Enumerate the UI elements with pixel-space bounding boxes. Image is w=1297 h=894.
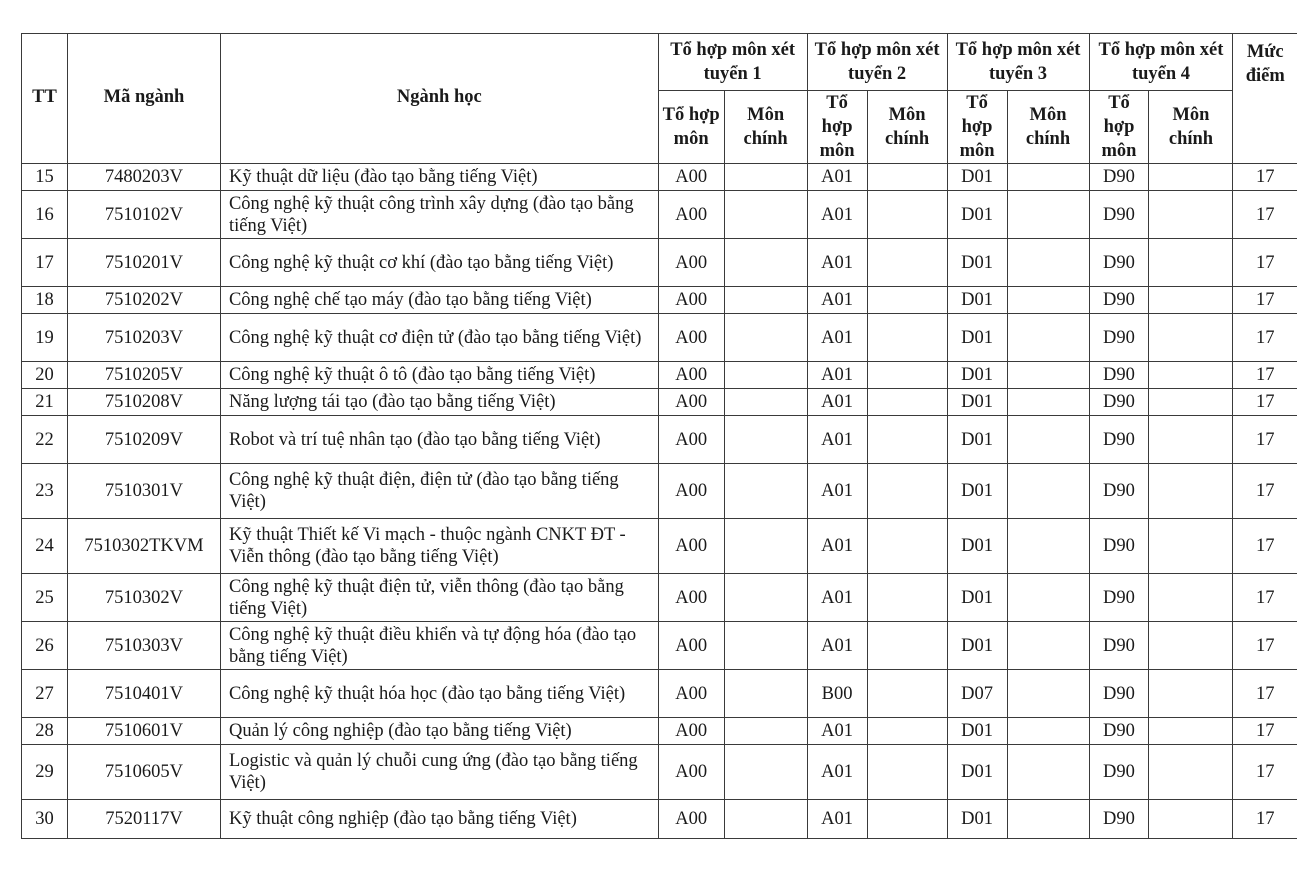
cell-to-hop-4: D90	[1089, 718, 1149, 745]
table-row	[22, 287, 1297, 314]
cell-to-hop-4: D90	[1089, 574, 1149, 622]
cell-tt: 27	[22, 670, 68, 718]
cell-mon-chinh-4	[1149, 464, 1233, 519]
header-to-hop-mon-4: Tổ hợp môn	[1089, 91, 1149, 164]
cell-to-hop-2: A01	[807, 519, 867, 574]
table-row	[22, 464, 1297, 519]
cell-mon-chinh-3	[1007, 800, 1089, 839]
cell-to-hop-1: A00	[658, 718, 724, 745]
table-header	[22, 34, 1297, 164]
cell-to-hop-3: D01	[947, 191, 1007, 239]
header-to-hop-mon-2: Tổ hợp môn	[807, 91, 867, 164]
cell-to-hop-3: D01	[947, 389, 1007, 416]
cell-to-hop-3: D01	[947, 287, 1007, 314]
cell-tt: 28	[22, 718, 68, 745]
cell-to-hop-3: D01	[947, 800, 1007, 839]
cell-tt: 19	[22, 314, 68, 362]
cell-to-hop-3: D01	[947, 519, 1007, 574]
cell-muc-diem: 17	[1233, 362, 1297, 389]
cell-mon-chinh-2	[867, 389, 947, 416]
header-mon-chinh-4: Môn chính	[1149, 91, 1233, 164]
cell-ma-nganh: 7510205V	[67, 362, 220, 389]
header-mon-chinh-1: Môn chính	[724, 91, 807, 164]
header-to-hop-4: Tổ hợp môn xét tuyển 4	[1089, 34, 1233, 91]
cell-muc-diem: 17	[1233, 622, 1297, 670]
table-row	[22, 191, 1297, 239]
cell-to-hop-1: A00	[658, 164, 724, 191]
cell-mon-chinh-3	[1007, 622, 1089, 670]
cell-nganh-hoc: Công nghệ kỹ thuật điện, điện tử (đào tạo bằng tiếng Việt)	[220, 464, 658, 519]
header-muc-diem: Mức điểm	[1233, 34, 1297, 164]
cell-tt: 17	[22, 239, 68, 287]
cell-to-hop-1: A00	[658, 239, 724, 287]
cell-muc-diem: 17	[1233, 389, 1297, 416]
cell-to-hop-3: D01	[947, 464, 1007, 519]
cell-nganh-hoc: Công nghệ kỹ thuật công trình xây dựng (đào tạo bằng tiếng Việt)	[220, 191, 658, 239]
cell-to-hop-2: A01	[807, 800, 867, 839]
cell-mon-chinh-3	[1007, 519, 1089, 574]
table-row	[22, 416, 1297, 464]
cell-tt: 26	[22, 622, 68, 670]
cell-muc-diem: 17	[1233, 314, 1297, 362]
cell-ma-nganh: 7520117V	[67, 800, 220, 839]
cell-to-hop-3: D01	[947, 622, 1007, 670]
header-nganh-hoc: Ngành học	[220, 34, 658, 164]
table-row	[22, 389, 1297, 416]
admission-score-table	[21, 33, 1297, 839]
cell-mon-chinh-3	[1007, 670, 1089, 718]
cell-muc-diem: 17	[1233, 287, 1297, 314]
cell-mon-chinh-3	[1007, 574, 1089, 622]
header-to-hop-mon-1: Tổ hợp môn	[658, 91, 724, 164]
cell-mon-chinh-1	[724, 464, 807, 519]
cell-tt: 20	[22, 362, 68, 389]
cell-ma-nganh: 7510202V	[67, 287, 220, 314]
cell-to-hop-3: D01	[947, 745, 1007, 800]
cell-mon-chinh-4	[1149, 519, 1233, 574]
table-row	[22, 622, 1297, 670]
cell-muc-diem: 17	[1233, 574, 1297, 622]
cell-ma-nganh: 7510201V	[67, 239, 220, 287]
cell-to-hop-2: A01	[807, 574, 867, 622]
cell-to-hop-4: D90	[1089, 519, 1149, 574]
cell-to-hop-1: A00	[658, 519, 724, 574]
cell-muc-diem: 17	[1233, 745, 1297, 800]
cell-to-hop-2: A01	[807, 718, 867, 745]
cell-nganh-hoc: Công nghệ kỹ thuật điều khiển và tự động hóa (đào tạo bằng tiếng Việt)	[220, 622, 658, 670]
cell-to-hop-3: D07	[947, 670, 1007, 718]
cell-ma-nganh: 7510301V	[67, 464, 220, 519]
cell-to-hop-1: A00	[658, 416, 724, 464]
cell-mon-chinh-1	[724, 287, 807, 314]
cell-nganh-hoc: Năng lượng tái tạo (đào tạo bằng tiếng Việt)	[220, 389, 658, 416]
cell-to-hop-4: D90	[1089, 670, 1149, 718]
cell-to-hop-4: D90	[1089, 622, 1149, 670]
header-to-hop-mon-3: Tổ hợp môn	[947, 91, 1007, 164]
cell-to-hop-1: A00	[658, 314, 724, 362]
cell-to-hop-1: A00	[658, 362, 724, 389]
cell-to-hop-1: A00	[658, 745, 724, 800]
cell-to-hop-4: D90	[1089, 191, 1149, 239]
cell-mon-chinh-1	[724, 718, 807, 745]
cell-tt: 18	[22, 287, 68, 314]
admission-table-container	[21, 33, 1297, 839]
cell-mon-chinh-3	[1007, 745, 1089, 800]
table-row	[22, 314, 1297, 362]
cell-mon-chinh-1	[724, 362, 807, 389]
cell-to-hop-2: A01	[807, 164, 867, 191]
cell-to-hop-4: D90	[1089, 164, 1149, 191]
header-to-hop-3: Tổ hợp môn xét tuyển 3	[947, 34, 1089, 91]
cell-mon-chinh-3	[1007, 416, 1089, 464]
cell-nganh-hoc: Công nghệ kỹ thuật cơ khí (đào tạo bằng tiếng Việt)	[220, 239, 658, 287]
cell-mon-chinh-4	[1149, 745, 1233, 800]
cell-mon-chinh-2	[867, 191, 947, 239]
cell-mon-chinh-1	[724, 670, 807, 718]
cell-mon-chinh-3	[1007, 239, 1089, 287]
cell-to-hop-4: D90	[1089, 287, 1149, 314]
cell-tt: 16	[22, 191, 68, 239]
cell-mon-chinh-1	[724, 416, 807, 464]
table-row	[22, 574, 1297, 622]
cell-to-hop-2: A01	[807, 464, 867, 519]
cell-to-hop-2: A01	[807, 389, 867, 416]
table-row	[22, 718, 1297, 745]
cell-mon-chinh-1	[724, 574, 807, 622]
table-row	[22, 745, 1297, 800]
cell-to-hop-4: D90	[1089, 416, 1149, 464]
table-row	[22, 519, 1297, 574]
header-row-groups	[22, 34, 1297, 91]
cell-muc-diem: 17	[1233, 416, 1297, 464]
cell-mon-chinh-2	[867, 670, 947, 718]
cell-ma-nganh: 7510401V	[67, 670, 220, 718]
cell-ma-nganh: 7510102V	[67, 191, 220, 239]
cell-to-hop-2: A01	[807, 416, 867, 464]
header-to-hop-2: Tổ hợp môn xét tuyển 2	[807, 34, 947, 91]
cell-ma-nganh: 7510303V	[67, 622, 220, 670]
cell-muc-diem: 17	[1233, 164, 1297, 191]
cell-ma-nganh: 7510208V	[67, 389, 220, 416]
cell-tt: 23	[22, 464, 68, 519]
cell-to-hop-2: A01	[807, 745, 867, 800]
table-row	[22, 239, 1297, 287]
header-mon-chinh-3: Môn chính	[1007, 91, 1089, 164]
cell-mon-chinh-2	[867, 416, 947, 464]
cell-mon-chinh-3	[1007, 464, 1089, 519]
cell-to-hop-1: A00	[658, 191, 724, 239]
cell-mon-chinh-2	[867, 164, 947, 191]
cell-to-hop-4: D90	[1089, 464, 1149, 519]
cell-to-hop-1: A00	[658, 670, 724, 718]
cell-to-hop-2: B00	[807, 670, 867, 718]
cell-to-hop-2: A01	[807, 362, 867, 389]
cell-mon-chinh-2	[867, 464, 947, 519]
cell-to-hop-1: A00	[658, 800, 724, 839]
cell-mon-chinh-2	[867, 287, 947, 314]
cell-mon-chinh-4	[1149, 574, 1233, 622]
cell-mon-chinh-2	[867, 239, 947, 287]
cell-to-hop-2: A01	[807, 239, 867, 287]
cell-to-hop-1: A00	[658, 464, 724, 519]
cell-mon-chinh-2	[867, 800, 947, 839]
cell-mon-chinh-4	[1149, 314, 1233, 362]
header-ma-nganh: Mã ngành	[67, 34, 220, 164]
table-row	[22, 670, 1297, 718]
cell-tt: 21	[22, 389, 68, 416]
cell-to-hop-2: A01	[807, 191, 867, 239]
cell-mon-chinh-1	[724, 164, 807, 191]
cell-to-hop-4: D90	[1089, 745, 1149, 800]
cell-nganh-hoc: Kỹ thuật Thiết kế Vi mạch - thuộc ngành CNKT ĐT - Viễn thông (đào tạo bằng tiếng Việt)	[220, 519, 658, 574]
cell-mon-chinh-3	[1007, 718, 1089, 745]
cell-to-hop-3: D01	[947, 164, 1007, 191]
cell-ma-nganh: 7510302TKVM	[67, 519, 220, 574]
cell-nganh-hoc: Logistic và quản lý chuỗi cung ứng (đào tạo bằng tiếng Việt)	[220, 745, 658, 800]
cell-mon-chinh-4	[1149, 389, 1233, 416]
cell-to-hop-3: D01	[947, 362, 1007, 389]
cell-ma-nganh: 7510203V	[67, 314, 220, 362]
cell-nganh-hoc: Quản lý công nghiệp (đào tạo bằng tiếng Việt)	[220, 718, 658, 745]
cell-to-hop-1: A00	[658, 622, 724, 670]
cell-tt: 22	[22, 416, 68, 464]
table-row	[22, 362, 1297, 389]
cell-mon-chinh-3	[1007, 164, 1089, 191]
cell-mon-chinh-2	[867, 622, 947, 670]
cell-ma-nganh: 7510302V	[67, 574, 220, 622]
cell-to-hop-1: A00	[658, 574, 724, 622]
cell-mon-chinh-3	[1007, 314, 1089, 362]
cell-mon-chinh-4	[1149, 670, 1233, 718]
cell-mon-chinh-4	[1149, 239, 1233, 287]
cell-mon-chinh-2	[867, 745, 947, 800]
cell-nganh-hoc: Công nghệ kỹ thuật ô tô (đào tạo bằng tiếng Việt)	[220, 362, 658, 389]
cell-mon-chinh-3	[1007, 287, 1089, 314]
cell-mon-chinh-4	[1149, 191, 1233, 239]
cell-ma-nganh: 7510605V	[67, 745, 220, 800]
cell-muc-diem: 17	[1233, 800, 1297, 839]
cell-mon-chinh-3	[1007, 389, 1089, 416]
cell-mon-chinh-3	[1007, 362, 1089, 389]
cell-mon-chinh-4	[1149, 164, 1233, 191]
cell-muc-diem: 17	[1233, 239, 1297, 287]
cell-to-hop-1: A00	[658, 287, 724, 314]
cell-to-hop-3: D01	[947, 574, 1007, 622]
cell-to-hop-1: A00	[658, 389, 724, 416]
cell-muc-diem: 17	[1233, 464, 1297, 519]
cell-to-hop-2: A01	[807, 314, 867, 362]
cell-to-hop-4: D90	[1089, 800, 1149, 839]
table-row	[22, 800, 1297, 839]
cell-mon-chinh-3	[1007, 191, 1089, 239]
cell-nganh-hoc: Kỹ thuật dữ liệu (đào tạo bằng tiếng Việt)	[220, 164, 658, 191]
cell-mon-chinh-4	[1149, 362, 1233, 389]
cell-to-hop-3: D01	[947, 416, 1007, 464]
cell-muc-diem: 17	[1233, 670, 1297, 718]
cell-to-hop-4: D90	[1089, 389, 1149, 416]
cell-nganh-hoc: Công nghệ kỹ thuật điện tử, viễn thông (đào tạo bằng tiếng Việt)	[220, 574, 658, 622]
cell-mon-chinh-4	[1149, 287, 1233, 314]
cell-mon-chinh-1	[724, 314, 807, 362]
header-tt: TT	[22, 34, 68, 164]
cell-muc-diem: 17	[1233, 718, 1297, 745]
cell-mon-chinh-4	[1149, 416, 1233, 464]
cell-to-hop-3: D01	[947, 239, 1007, 287]
cell-tt: 24	[22, 519, 68, 574]
cell-mon-chinh-1	[724, 745, 807, 800]
cell-ma-nganh: 7510209V	[67, 416, 220, 464]
cell-mon-chinh-1	[724, 389, 807, 416]
cell-to-hop-2: A01	[807, 287, 867, 314]
table-row	[22, 164, 1297, 191]
cell-to-hop-3: D01	[947, 314, 1007, 362]
cell-to-hop-4: D90	[1089, 239, 1149, 287]
cell-to-hop-3: D01	[947, 718, 1007, 745]
cell-tt: 15	[22, 164, 68, 191]
cell-tt: 30	[22, 800, 68, 839]
cell-mon-chinh-2	[867, 314, 947, 362]
cell-nganh-hoc: Kỹ thuật công nghiệp (đào tạo bằng tiếng Việt)	[220, 800, 658, 839]
table-body	[22, 164, 1297, 839]
cell-to-hop-4: D90	[1089, 314, 1149, 362]
cell-nganh-hoc: Công nghệ kỹ thuật hóa học (đào tạo bằng tiếng Việt)	[220, 670, 658, 718]
cell-mon-chinh-4	[1149, 718, 1233, 745]
cell-mon-chinh-1	[724, 519, 807, 574]
cell-mon-chinh-2	[867, 574, 947, 622]
cell-mon-chinh-2	[867, 718, 947, 745]
cell-mon-chinh-1	[724, 239, 807, 287]
cell-nganh-hoc: Công nghệ kỹ thuật cơ điện tử (đào tạo bằng tiếng Việt)	[220, 314, 658, 362]
header-to-hop-1: Tổ hợp môn xét tuyển 1	[658, 34, 807, 91]
cell-nganh-hoc: Robot và trí tuệ nhân tạo (đào tạo bằng tiếng Việt)	[220, 416, 658, 464]
cell-mon-chinh-4	[1149, 800, 1233, 839]
cell-to-hop-4: D90	[1089, 362, 1149, 389]
cell-mon-chinh-1	[724, 622, 807, 670]
cell-tt: 25	[22, 574, 68, 622]
cell-mon-chinh-1	[724, 800, 807, 839]
header-mon-chinh-2: Môn chính	[867, 91, 947, 164]
cell-muc-diem: 17	[1233, 519, 1297, 574]
cell-to-hop-2: A01	[807, 622, 867, 670]
cell-mon-chinh-4	[1149, 622, 1233, 670]
cell-mon-chinh-1	[724, 191, 807, 239]
cell-mon-chinh-2	[867, 519, 947, 574]
cell-mon-chinh-2	[867, 362, 947, 389]
cell-ma-nganh: 7480203V	[67, 164, 220, 191]
cell-tt: 29	[22, 745, 68, 800]
cell-nganh-hoc: Công nghệ chế tạo máy (đào tạo bằng tiếng Việt)	[220, 287, 658, 314]
cell-ma-nganh: 7510601V	[67, 718, 220, 745]
cell-muc-diem: 17	[1233, 191, 1297, 239]
